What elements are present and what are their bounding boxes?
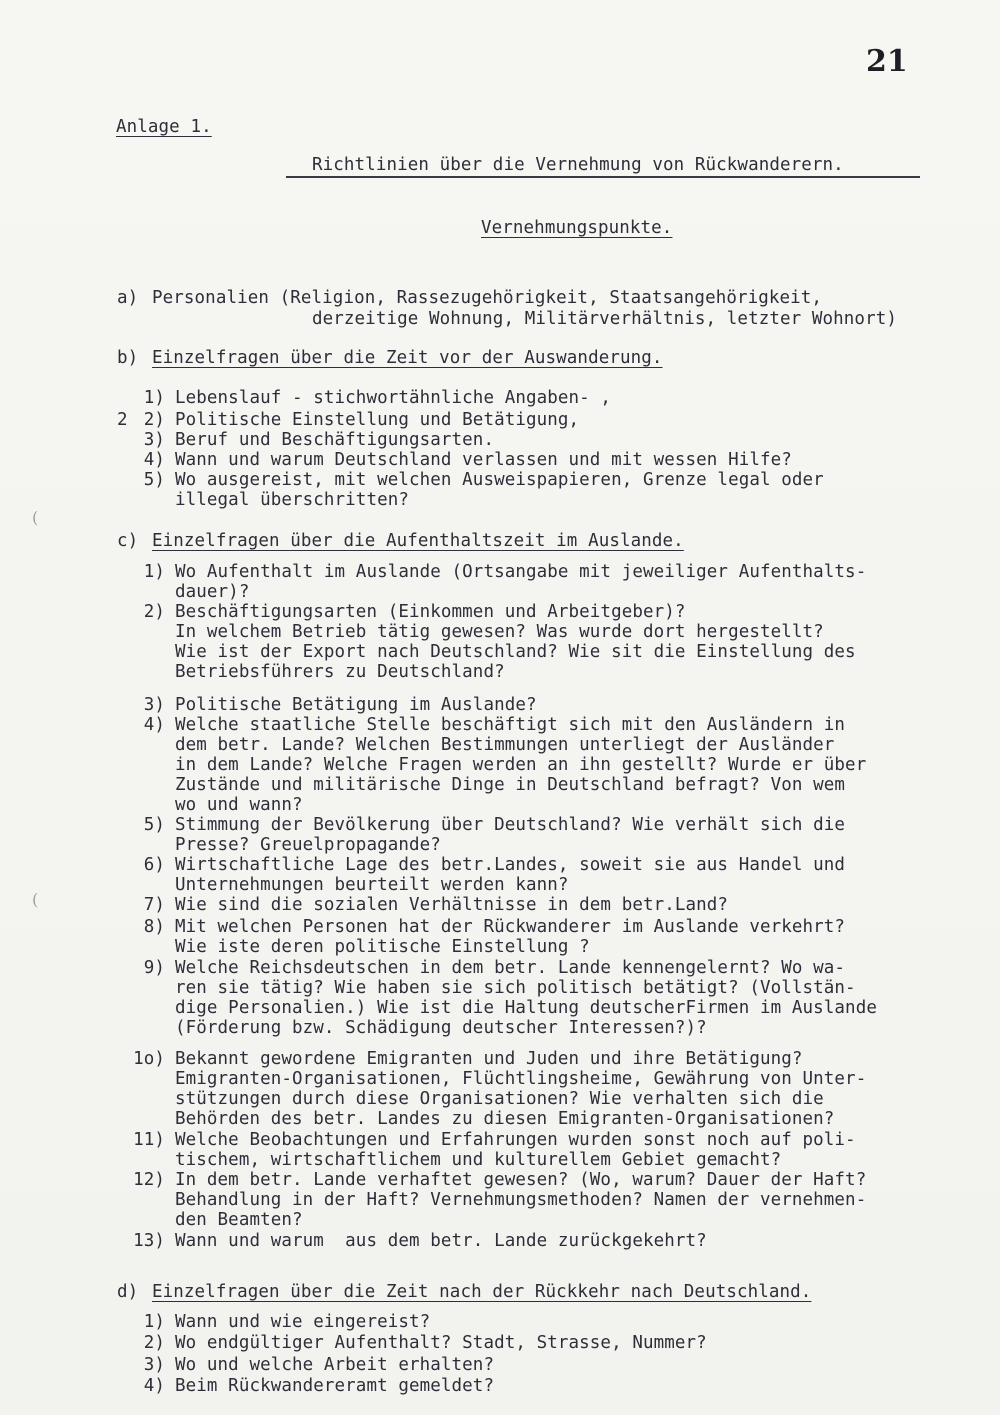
document-title: Richtlinien über die Vernehmung von Rückwanderern. — [312, 155, 844, 175]
section-c-item-number: 1) — [143, 562, 165, 582]
section-c-item-line: Wie sind die sozialen Verhältnisse in dem betr.Land? — [175, 895, 729, 915]
section-c-item-line: Behörden des betr. Landes zu diesen Emigranten-Organisationen? — [175, 1109, 835, 1129]
section-a-line-2: derzeitige Wohnung, Militärverhältnis, letzter Wohnort) — [312, 309, 897, 329]
section-c-item-line: Behandlung in der Haft? Vernehmungsmethoden? Namen der vernehmen- — [175, 1190, 867, 1210]
section-c-heading: Einzelfragen über die Aufenthaltszeit im Auslande. — [152, 531, 684, 551]
section-c-item-line: dauer)? — [175, 582, 250, 602]
section-d-item-number: 1) — [143, 1312, 165, 1332]
section-b-item-number: 1) — [143, 388, 165, 408]
section-c-item-line: den Beamten? — [175, 1210, 303, 1230]
section-c-item-line: Wirtschaftliche Lage des betr.Landes, soweit sie aus Handel und — [175, 855, 846, 875]
section-c-item-number: 13) — [133, 1231, 165, 1251]
section-b-label: b) — [117, 348, 139, 368]
section-a-label: a) — [117, 288, 139, 308]
section-c-item-line: tischem, wirtschaftlichem und kulturellem Gebiet gemacht? — [175, 1150, 782, 1170]
section-c-item-line: in dem Lande? Welche Fragen werden an ihn gestellt? Wurde er über — [175, 755, 867, 775]
section-c-item-line: Welche staatliche Stelle beschäftigt sich mit den Ausländern in — [175, 715, 846, 735]
document-subtitle: Vernehmungspunkte. — [481, 218, 673, 238]
section-c-item-line: Mit welchen Personen hat der Rückwanderer im Auslande verkehrt? — [175, 917, 846, 937]
section-c-item-line: In dem betr. Lande verhaftet gewesen? (Wo, warum? Dauer der Haft? — [175, 1170, 867, 1190]
section-d-item-line: Wo und welche Arbeit erhalten? — [175, 1355, 495, 1375]
section-b-item-number: 4) — [143, 450, 165, 470]
page-number: 21 — [866, 44, 908, 79]
section-c-item-line: Wann und warum aus dem betr. Lande zurückgekehrt? — [175, 1231, 707, 1251]
section-c-item-number: 4) — [143, 715, 165, 735]
section-c-item-line: dige Personalien.) Wie ist die Haltung deutscherFirmen im Auslande — [175, 998, 877, 1018]
section-c-item-number: 12) — [133, 1170, 165, 1190]
section-b-item-line: Wann und warum Deutschland verlassen und mit wessen Hilfe? — [175, 450, 792, 470]
margin-note: 2 — [117, 410, 128, 430]
section-b-item-line: Lebenslauf - stichwortähnliche Angaben- , — [175, 388, 612, 408]
section-b-item-number: 2) — [143, 410, 165, 430]
section-d-item-number: 2) — [143, 1333, 165, 1353]
section-c-item-line: Politische Betätigung im Auslande? — [175, 695, 537, 715]
section-b-item-number: 5) — [143, 470, 165, 490]
section-c-item-line: Welche Beobachtungen und Erfahrungen wurden sonst noch auf poli- — [175, 1130, 856, 1150]
section-d-heading: Einzelfragen über die Zeit nach der Rückkehr nach Deutschland. — [152, 1282, 812, 1302]
section-c-item-line: stützungen durch diese Organisationen? Wie verhalten sich die — [175, 1089, 824, 1109]
section-c-item-line: Stimmung der Bevölkerung über Deutschland? Wie verhält sich die — [175, 815, 846, 835]
section-d-item-number: 3) — [143, 1355, 165, 1375]
section-c-item-line: Unternehmungen beurteilt werden kann? — [175, 875, 569, 895]
section-c-item-line: In welchem Betrieb tätig gewesen? Was wurde dort hergestellt? — [175, 622, 824, 642]
section-d-item-number: 4) — [143, 1376, 165, 1396]
section-c-item-number: 7) — [143, 895, 165, 915]
section-d-item-line: Wo endgültiger Aufenthalt? Stadt, Strasse, Nummer? — [175, 1333, 707, 1353]
section-c-item-line: Betriebsführers zu Deutschland? — [175, 662, 505, 682]
section-b-heading: Einzelfragen über die Zeit vor der Auswanderung. — [152, 348, 663, 368]
section-d-item-line: Wann und wie eingereist? — [175, 1312, 431, 1332]
title-underline — [286, 176, 920, 178]
section-c-item-number: 9) — [143, 958, 165, 978]
section-c-item-line: Emigranten-Organisationen, Flüchtlingsheime, Gewährung von Unter- — [175, 1069, 867, 1089]
section-c-item-number: 2) — [143, 602, 165, 622]
section-b-item-line: Politische Einstellung und Betätigung, — [175, 410, 580, 430]
section-b-item-number: 3) — [143, 430, 165, 450]
section-c-item-line: Wie ist der Export nach Deutschland? Wie sit die Einstellung des — [175, 642, 856, 662]
section-c-item-line: Beschäftigungsarten (Einkommen und Arbeitgeber)? — [175, 602, 686, 622]
section-b-item-line: illegal überschritten? — [175, 490, 409, 510]
section-d-label: d) — [117, 1282, 139, 1302]
punch-hole-mark: ( — [32, 508, 39, 527]
section-c-item-line: Zustände und militärische Dinge in Deutschland befragt? Von wem — [175, 775, 846, 795]
section-c-item-number: 5) — [143, 815, 165, 835]
section-c-label: c) — [117, 531, 139, 551]
section-c-item-line: Welche Reichsdeutschen in dem betr. Lande kennengelernt? Wo wa- — [175, 958, 846, 978]
section-c-item-line: dem betr. Lande? Welchen Bestimmungen unterliegt der Ausländer — [175, 735, 835, 755]
punch-hole-mark: ( — [32, 890, 39, 909]
section-c-item-number: 8) — [143, 917, 165, 937]
section-c-item-line: Wo Aufenthalt im Auslande (Ortsangabe mit jeweiliger Aufenthalts- — [175, 562, 867, 582]
section-a-line-1: Personalien (Religion, Rassezugehörigkeit, Staatsangehörigkeit, — [152, 288, 823, 308]
section-c-item-line: Presse? Greuelpropagande? — [175, 835, 441, 855]
section-c-item-line: ren sie tätig? Wie haben sie sich politisch betätigt? (Vollstän- — [175, 978, 856, 998]
section-d-item-line: Beim Rückwandereramt gemeldet? — [175, 1376, 495, 1396]
section-b-item-line: Beruf und Beschäftigungsarten. — [175, 430, 495, 450]
section-c-item-line: wo und wann? — [175, 795, 303, 815]
section-c-item-number: 1o) — [133, 1049, 165, 1069]
section-c-item-line: Bekannt gewordene Emigranten und Juden und ihre Betätigung? — [175, 1049, 803, 1069]
section-c-item-number: 6) — [143, 855, 165, 875]
annex-label: Anlage 1. — [116, 117, 212, 137]
section-b-item-line: Wo ausgereist, mit welchen Ausweispapieren, Grenze legal oder — [175, 470, 824, 490]
section-c-item-number: 11) — [133, 1130, 165, 1150]
section-c-item-number: 3) — [143, 695, 165, 715]
section-c-item-line: (Förderung bzw. Schädigung deutscher Interessen?)? — [175, 1018, 707, 1038]
section-c-item-line: Wie iste deren politische Einstellung ? — [175, 937, 590, 957]
